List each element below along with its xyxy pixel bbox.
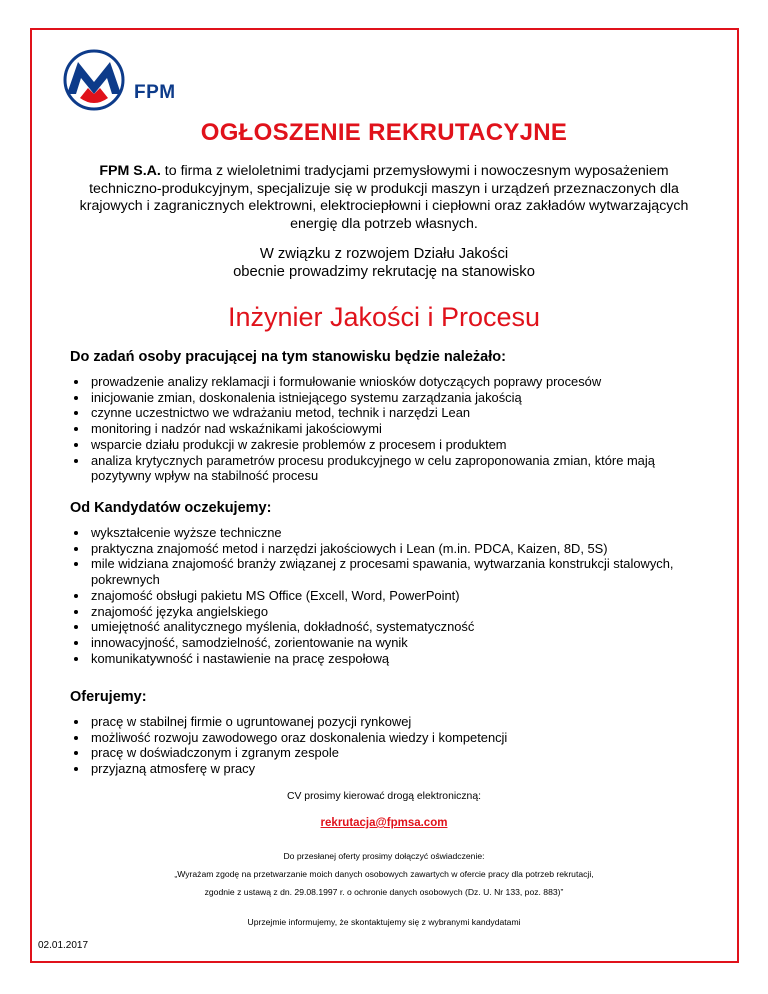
list-item: monitoring i nadzór nad wskaźnikami jakościowymi <box>70 421 710 437</box>
email-link[interactable]: rekrutacja@fpmsa.com <box>320 817 448 829</box>
fpm-logo-icon <box>54 48 134 112</box>
list-item: mile widziana znajomość branży związanej z procesami spawania, wytwarzania konstrukcji stalowych, pokrewnych <box>70 556 710 587</box>
list-item: praktyczna znajomość metod i narzędzi jakościowych i Lean (m.in. PDCA, Kaizen, 8D, 5S) <box>70 541 710 557</box>
document-date: 02.01.2017 <box>38 940 89 951</box>
contact-note: Uprzejmie informujemy, że skontaktujemy się z wybranymi kandydatami <box>247 917 521 927</box>
page-title: OGŁOSZENIE REKRUTACYJNE <box>200 119 568 146</box>
list-item: prowadzenie analizy reklamacji i formułowanie wniosków dotyczących poprawy procesów <box>70 374 710 390</box>
offer-section <box>70 689 710 777</box>
cv-instruction: CV prosimy kierować drogą elektroniczną: <box>286 791 482 802</box>
list-item: umiejętność analitycznego myślenia, dokładność, systematyczność <box>70 619 710 635</box>
list-item: przyjazną atmosferę w pracy <box>70 761 710 777</box>
list-item: wsparcie działu produkcji w zakresie problemów z procesem i produktem <box>70 437 710 453</box>
list-item: analiza krytycznych parametrów procesu produkcyjnego w celu zaproponowania zmian, które mają pozytywny wpływ na stabilność procesu <box>70 453 710 484</box>
list-item: innowacyjność, samodzielność, zorientowanie na wynik <box>70 635 710 651</box>
list-item: inicjowanie zmian, doskonalenia istniejącego systemu zarządzania jakością <box>70 390 710 406</box>
duties-list <box>70 374 710 484</box>
offer-list <box>70 714 710 777</box>
list-item: znajomość języka angielskiego <box>70 604 710 620</box>
consent-intro: Do przesłanej oferty prosimy dołączyć oświadczenie: <box>283 851 485 861</box>
consent-text-line2: zgodnie z ustawą z dn. 29.08.1997 r. o ochronie danych osobowych (Dz. U. Nr 133, poz. 883)” <box>204 887 564 897</box>
list-item: komunikatywność i nastawienie na pracę zespołową <box>70 651 710 667</box>
offer-heading: Oferujemy: <box>70 689 147 705</box>
duties-section <box>70 349 710 484</box>
logo-text: FPM <box>134 82 176 103</box>
requirements-heading: Od Kandydatów oczekujemy: <box>70 500 272 516</box>
requirements-list <box>70 525 710 666</box>
lead-text: W związku z rozwojem Działu Jakości obecnie prowadzimy rekrutację na stanowisko <box>233 246 535 280</box>
company-name: FPM S.A. <box>99 163 161 179</box>
list-item: wykształcenie wyższe techniczne <box>70 525 710 541</box>
list-item: pracę w doświadczonym i zgranym zespole <box>70 745 710 761</box>
list-item: znajomość obsługi pakietu MS Office (Excell, Word, PowerPoint) <box>70 588 710 604</box>
email-link-wrapper <box>0 817 768 829</box>
list-item: czynne uczestnictwo we wdrażaniu metod, technik i narzędzi Lean <box>70 405 710 421</box>
list-item: pracę w stabilnej firmie o ugruntowanej pozycji rynkowej <box>70 714 710 730</box>
consent-text-line1: „Wyrażam zgodę na przetwarzanie moich danych osobowych zawartych w ofercie pracy dla potrzeb rekrutacji, <box>174 869 594 879</box>
position-title: Inżynier Jakości i Procesu <box>227 302 541 332</box>
requirements-section <box>70 500 710 666</box>
intro-paragraph: FPM S.A. to firma z wieloletnimi tradycjami przemysłowymi i nowoczesnym wyposażeniem techniczno-produkcyjnym, specjalizuje się w produkcji maszyn i urządzeń przeznaczonych dla krajowych i zagranicznych elektrowni, elektrociepłowni i ciepłowni oraz zakładów wytwarzających energię dla potrzeb własnych. <box>79 163 689 232</box>
list-item: możliwość rozwoju zawodowego oraz doskonalenia wiedzy i kompetencji <box>70 730 710 746</box>
duties-heading: Do zadań osoby pracującej na tym stanowisku będzie należało: <box>70 349 506 365</box>
